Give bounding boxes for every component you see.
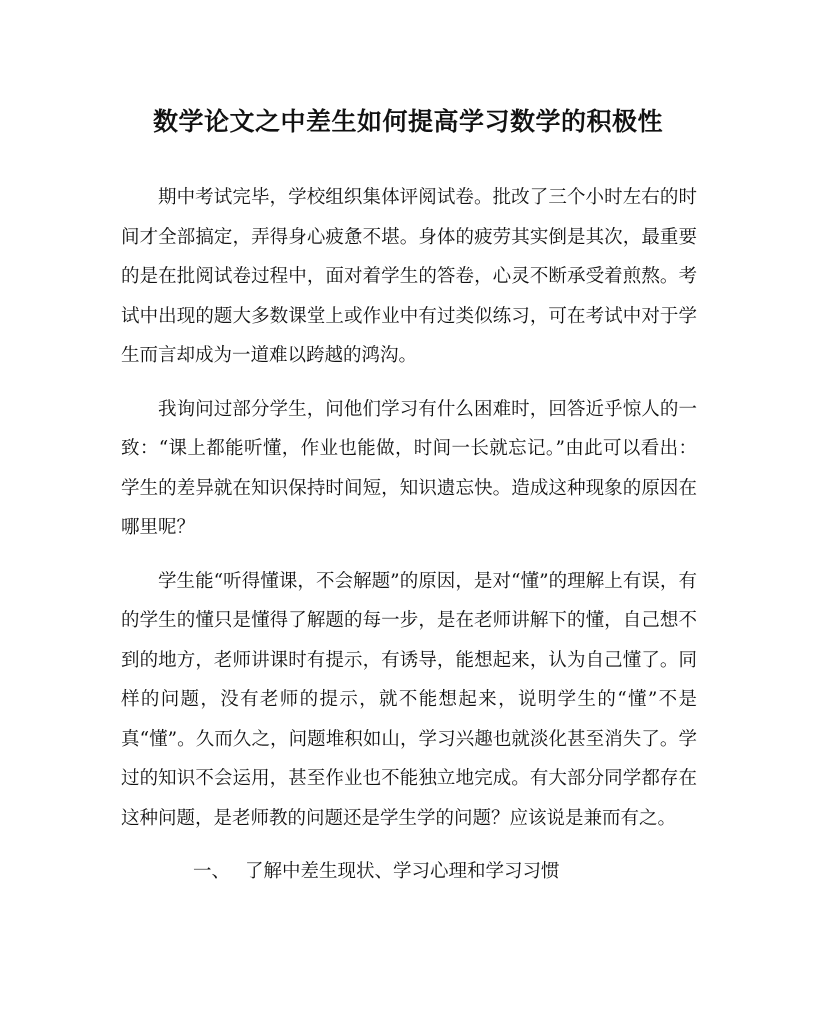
section-heading-text: 了解中差生现状、学习心理和学习习惯 — [245, 861, 560, 882]
paragraph-2: 我询问过部分学生，问他们学习有什么困难时，回答近乎惊人的一致：“课上都能听懂，作业也能做，时间一长就忘记。”由此可以看出：学生的差异就在知识保持时间短，知识遗忘快。造成这种现象的原因在哪里呢？ — [121, 398, 697, 538]
document-body — [121, 178, 697, 892]
paragraph-3: 学生能“听得懂课，不会解题”的原因，是对“懂”的理解上有误，有的学生的懂只是懂得了解题的每一步，是在老师讲解下的懂，自己想不到的地方，老师讲课时有提示，有诱导，能想起来，认为自己懂了。同样的问题，没有老师的提示，就不能想起来，说明学生的“懂”不是真“懂”。久而久之，问题堆积如山，学习兴趣也就淡化甚至消失了。学过的知识不会运用，甚至作业也不能独立地完成。有大部分同学都存在这种问题，是老师教的问题还是学生学的问题？应该说是兼而有之。 — [121, 570, 697, 829]
paragraph-1: 期中考试完毕，学校组织集体评阅试卷。批改了三个小时左右的时间才全部搞定，弄得身心疲惫不堪。身体的疲劳其实倒是其次，最重要的是在批阅试卷过程中，面对着学生的答卷，心灵不断承受着煎熬。考试中出现的题大多数课堂上或作业中有过类似练习，可在考试中对于学生而言却成为一道难以跨越的鸿沟。 — [121, 187, 697, 366]
document-title: 数学论文之中差生如何提高学习数学的积极性 — [152, 107, 663, 136]
section-heading-number: 一、 — [193, 861, 231, 882]
section-heading — [121, 852, 697, 892]
